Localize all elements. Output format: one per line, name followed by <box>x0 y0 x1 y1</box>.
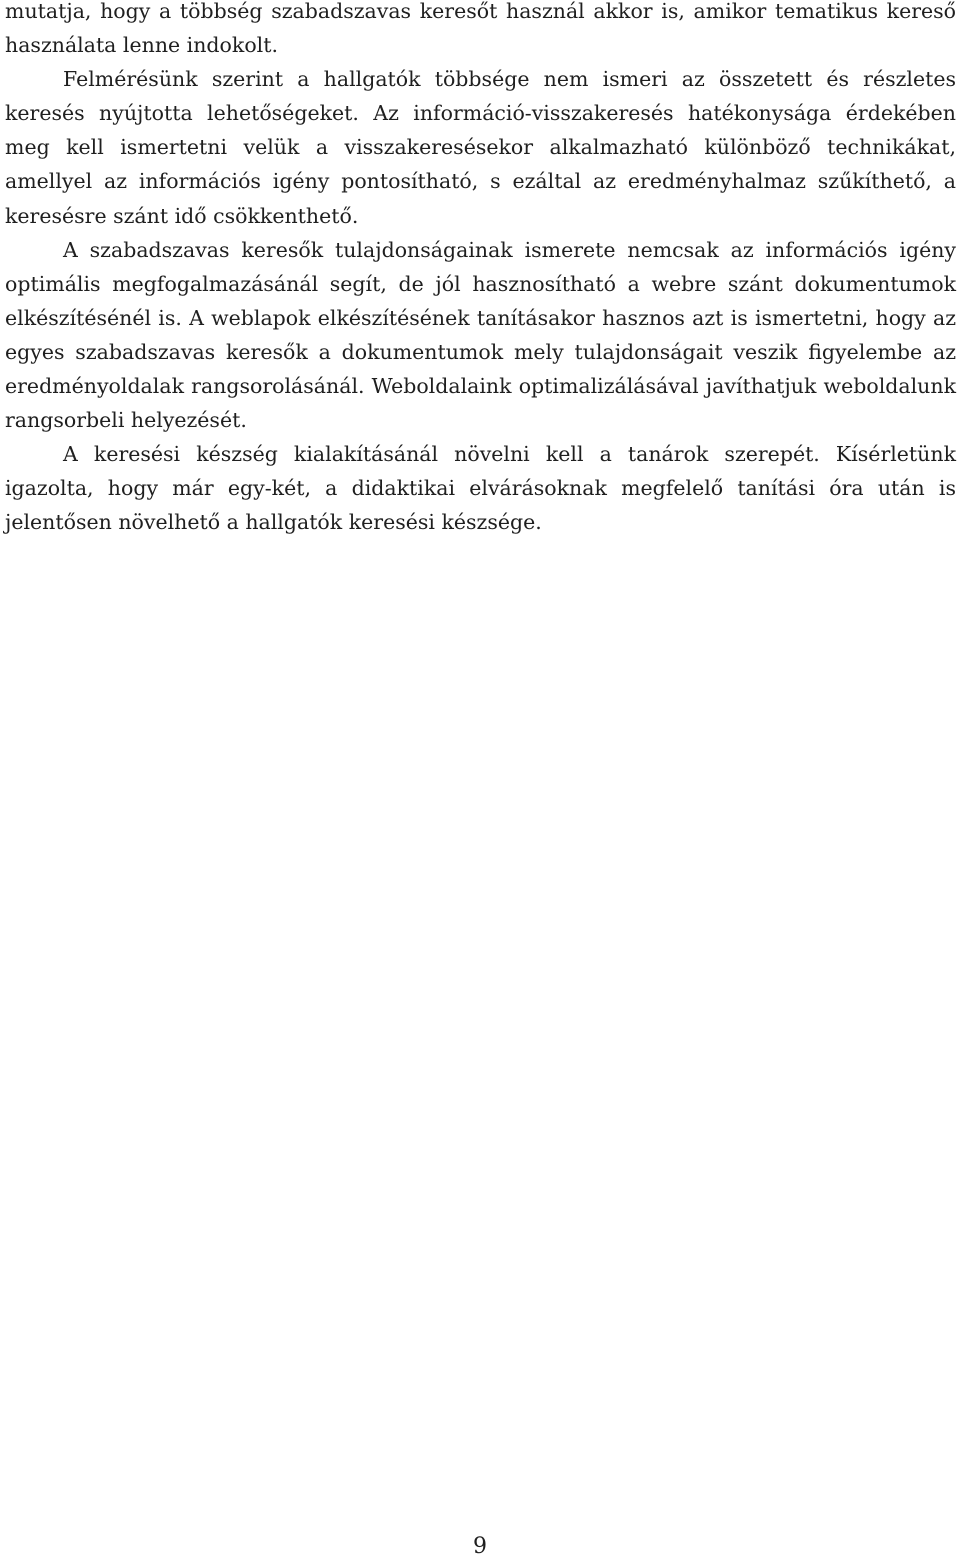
paragraph-teacher-role: A keresési készség kialakításánál növelni kell a tanárok szerepét. Kísérletünk igazolta, hogy már egy-két, a didaktikai elvárásoknak megfelelő tanítási óra után is jelentősen növelhető a hallgatók keresési készsége. <box>5 442 956 535</box>
paragraph-continuation: mutatja, hogy a többség szabadszavas keresőt használ akkor is, amikor tematikus kereső használata lenne indokolt. <box>5 0 956 58</box>
body-text <box>5 0 956 540</box>
paragraph-survey-findings: Felmérésünk szerint a hallgatók többsége nem ismeri az összetett és részletes keresés nyújtotta lehetőségeket. Az információ-visszakeresés hatékonysága érdekében meg kell ismertetni velük a visszakeresésekor alkalmazható különböző technikákat, amellyel az információs igény pontosítható, s ezáltal az eredményhalmaz szűkíthető, a keresésre szánt idő csökkenthető. <box>5 67 956 228</box>
paragraph-search-engine-properties: A szabadszavas keresők tulajdonságainak ismerete nemcsak az információs igény optimális megfogalmazásánál segít, de jól hasznosítható a webre szánt dokumentumok elkészítésénél is. A weblapok elkészítésének tanításakor hasznos azt is ismertetni, hogy az egyes szabadszavas keresők a dokumentumok mely tulajdonságait veszik figyelembe az eredményoldalak rangsorolásánál. Weboldalaink optimalizálásával javíthatjuk weboldalunk rangsorbeli helyezését. <box>5 237 956 433</box>
page-number: 9 <box>473 1534 487 1559</box>
